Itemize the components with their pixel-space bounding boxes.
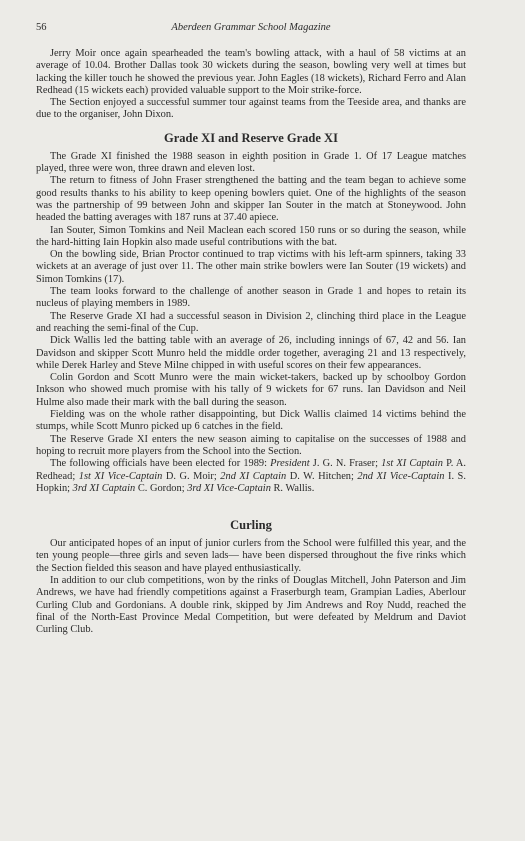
paragraph: Colin Gordon and Scott Munro were the main wicket-takers, backed up by schoolboy Gordon Inkson who showed much promise with his tally of 9 wickets for 67 runs. Ian Davidson and Neil Hulme also made their mark with the ball during the season. [36, 372, 466, 408]
paragraph: Dick Wallis led the batting table with an average of 26, including innings of 67, 42 and 56. Ian Davidson and skipper Scott Munro held the middle order together, averaging 21 and 13 respectively, while Derek Harley and Steve Milne chipped in with useful scores on their few appearances. [36, 335, 466, 371]
officials-lead: The following officials have been elected for 1989: [50, 458, 267, 470]
paragraph: Ian Souter, Simon Tomkins and Neil Maclean each scored 150 runs or so during the season, while the hard-hitting Iain Hopkin also made useful contributions with the bat. [36, 224, 466, 248]
name-2nd-xi-captain: D. W. Hitchen; [289, 470, 354, 482]
section-heading-curling: Curling [230, 518, 272, 533]
paragraph: The Grade XI finished the 1988 season in eighth position in Grade 1. Of 17 League matches played, three were won, three drawn and eleven lost. [36, 150, 466, 175]
paragraph: The team looks forward to the challenge of another season in Grade 1 and hopes to retain its nucleus of playing members in 1989. [36, 286, 466, 310]
paragraph: Jerry Moir once again spearheaded the team's bowling attack, with a haul of 58 victims at an average of 10.04. Brother Dallas took 30 wickets during the season, bowling very well at times but lacking the killer touch he showed the previous year. John Eagles (18 wickets), Richard Ferro and Alan Redhead (15 wickets each) provided valuable support to the Moir strike-force. [36, 48, 466, 96]
role-2nd-xi-vice-captain: 2nd XI Vice-Captain [357, 470, 445, 482]
name-1st-xi-vice-captain: D. G. Moir; [165, 470, 217, 482]
name-president: J. G. N. Fraser; [312, 458, 378, 470]
paragraph: The Reserve Grade XI had a successful season in Division 2, clinching third place in the League and reaching the semi-final of the Cup. [36, 310, 466, 334]
paragraph: In addition to our club competitions, won by the rinks of Douglas Mitchell, John Paterson and Jim Andrews, we have had friendly competitions against a Fraserburgh team, Grampian Ladies, Aberlour Curling Club and Gordonians. A double rink, skipped by Jim Andrews and Roy Nudd, reached the final of the North-East Province Medal Competition, but were defeated by Meldrum and Daviot Curling Club. [36, 574, 466, 636]
name-3rd-xi-captain: C. Gordon; [137, 482, 185, 494]
running-head [36, 22, 466, 36]
name-1st-xi-captain: P. A. Redhead; [36, 458, 466, 482]
paragraph: The Reserve Grade XI enters the new season aiming to capitalise on the successes of 1988 and hoping to recruit more players from the School into the Section. [36, 433, 466, 457]
role-1st-xi-captain: 1st XI Captain [381, 458, 443, 470]
role-3rd-xi-captain: 3rd XI Captain [72, 482, 136, 494]
page-number: 56 [36, 22, 47, 33]
officials-paragraph [36, 458, 466, 495]
paragraph: Our anticipated hopes of an input of junior curlers from the School were fulfilled this year, and the ten young people—three girls and seven lads— have been dispersed throughout the five rinks which the Section fielded this season and have played enthusiastically. [36, 538, 466, 574]
section-heading-grade-xi: Grade XI and Reserve Grade XI [164, 130, 338, 145]
magazine-page [36, 22, 466, 636]
paragraph: On the bowling side, Brian Proctor continued to trap victims with his left-arm spinners, taking 33 wickets at an average of just over 11. The other main strike bowlers were Ian Souter (19 wickets) and Simon Tomkins (17). [36, 249, 466, 285]
magazine-title: Aberdeen Grammar School Magazine [171, 22, 331, 33]
name-2nd-xi-vice-captain: I. S. Hopkin; [36, 470, 466, 494]
role-3rd-xi-vice-captain: 3rd XI Vice-Captain [187, 482, 271, 494]
name-3rd-xi-vice-captain: R. Wallis. [273, 482, 315, 494]
paragraph: The return to fitness of John Fraser strengthened the batting and the team began to achieve some good results thanks to his ability to keep opening bowlers quiet. One of the highlights of the season was the partnership of 99 between John and skipper Ian Souter in the match at Stoneywood. John headed the batting averages with 187 runs at 37.40 apiece. [36, 175, 466, 224]
paragraph: The Section enjoyed a successful summer tour against teams from the Teeside area, and thanks are due to the organiser, John Dixon. [36, 97, 466, 121]
role-president: President [270, 458, 310, 470]
paragraph: Fielding was on the whole rather disappointing, but Dick Wallis claimed 14 victims behind the stumps, while Scott Munro picked up 6 catches in the field. [36, 409, 466, 433]
role-2nd-xi-captain: 2nd XI Captain [220, 470, 287, 482]
role-1st-xi-vice-captain: 1st XI Vice-Captain [78, 470, 163, 482]
section-gap [36, 495, 466, 509]
